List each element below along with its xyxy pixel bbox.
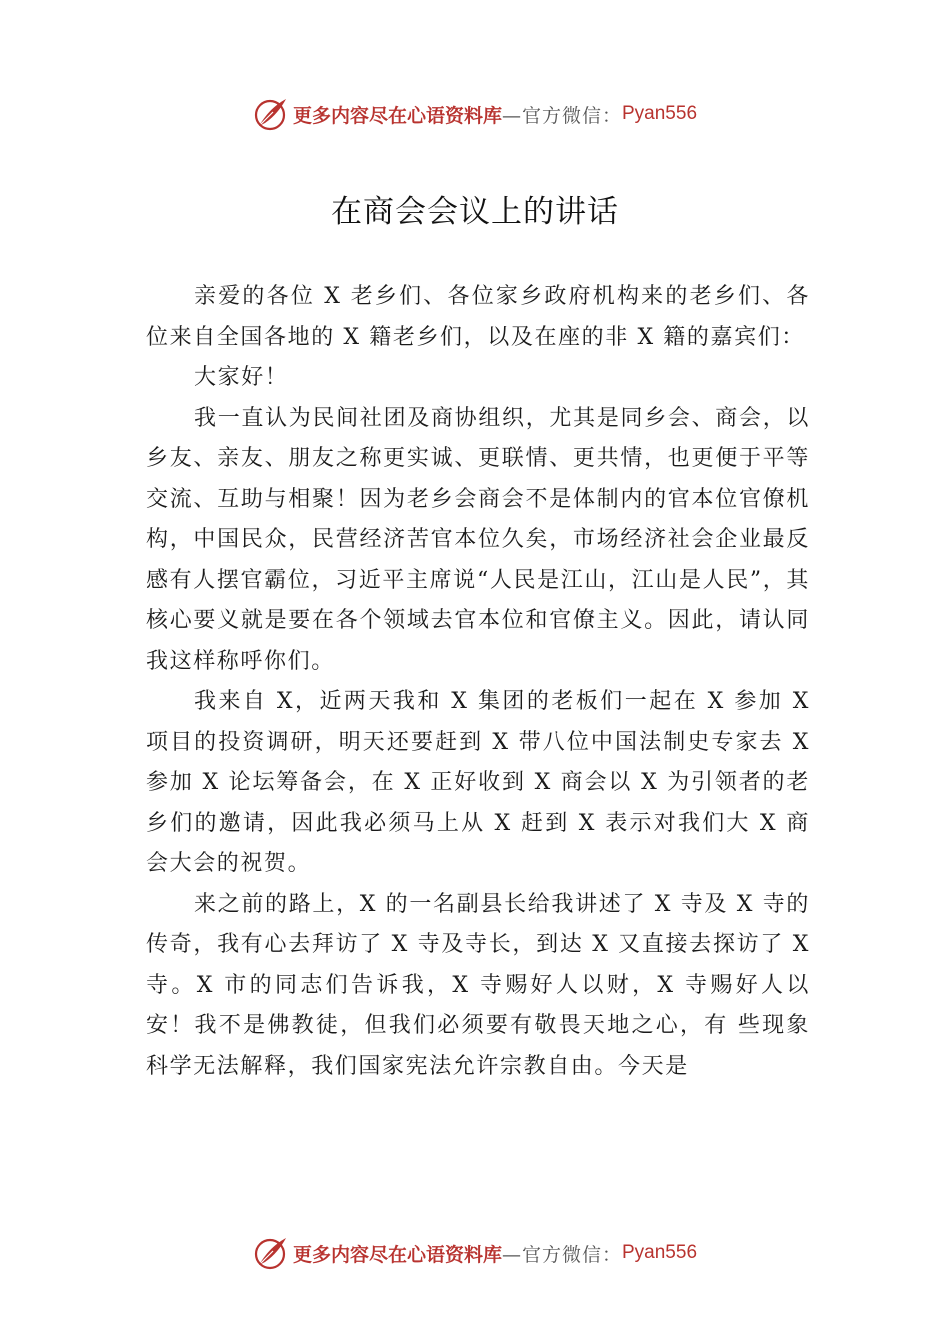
banner-main-text: 更多内容尽在心语资料库 <box>292 1243 502 1266</box>
quill-pen-logo-icon <box>253 1235 289 1271</box>
banner-sub-text: —官方微信： <box>501 104 622 127</box>
paragraph-greeting: 亲爱的各位 X 老乡们、各位家乡政府机构来的老乡们、各位来自全国各地的 X 籍老乡们，以及在座的非 X 籍的嘉宾们： <box>146 284 810 350</box>
document-body <box>146 277 810 1087</box>
paragraph-arrival: 我来自 X，近两天我和 X 集团的老板们一起在 X 参加 X 项目的投资调研，明天还要赶到 X 带八位中国法制史专家去 X 参加 X 论坛筹备会，在 X 正好收到 X 商会以 X 为引领者的老乡们的邀请，因此我必须马上从 X 赶到 X 表示对我们大 X 商会大会的祝贺。 <box>146 689 810 876</box>
footer-banner <box>0 1235 950 1271</box>
paragraph-temple: 来之前的路上，X 的一名副县长给我讲述了 X 寺及 X 寺的传奇，我有心去拜访了 X 寺及寺长，到达 X 又直接去探访了 X 寺。X 市的同志们告诉我，X 寺赐好人以财，X 寺赐好人以安！我不是佛教徒，但我们必须要有敬畏天地之心，有 些现象科学无法解释，我们国家宪法允许宗教自由。今天是 <box>146 891 810 1079</box>
paragraph-hello: 大家好！ <box>194 365 289 390</box>
banner-main-text: 更多内容尽在心语资料库 <box>292 104 502 127</box>
banner-sub-text: —官方微信： <box>501 1243 622 1266</box>
quill-pen-logo-icon <box>253 96 289 132</box>
banner-wechat-id: Pyan556 <box>622 1242 698 1263</box>
header-banner <box>0 96 950 132</box>
paragraph-community: 我一直认为民间社团及商协组织，尤其是同乡会、商会，以乡友、亲友、朋友之称更实诚、更联情、更共情，也更便于平等交流、互助与相聚！因为老乡会商会不是体制内的官本位官僚机构，中国民众，民营经济苦官本位久矣，市场经济社会企业最反感有人摆官霸位，习近平主席说“人民是江山，江山是人民”，其核心要义就是要在各个领域去官本位和官僚主义。因此，请认同我这样称呼你们。 <box>146 405 810 674</box>
document-title: 在商会会议上的讲话 <box>331 194 619 230</box>
banner-wechat-id: Pyan556 <box>622 103 698 124</box>
